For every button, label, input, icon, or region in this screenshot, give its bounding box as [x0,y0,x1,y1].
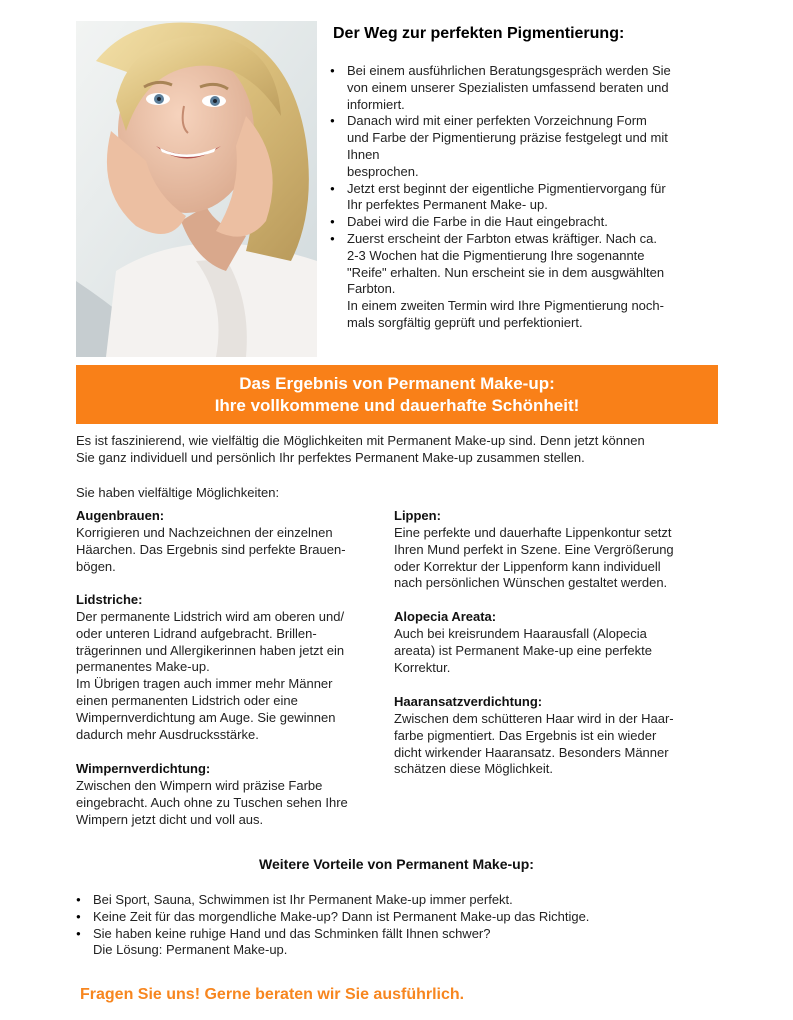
haaransatz-text: Zwischen dem schütteren Haar wird in der Haar- farbe pigmentiert. Das Ergebnis ist ein wieder dicht wirkender Haaransatz. Besonders Männer schätzen diese Möglichkeit. [394,711,674,777]
advantages-title: Weitere Vorteile von Permanent Make-up: [259,856,534,872]
result-banner [76,365,718,424]
contact-cta: Fragen Sie uns! Gerne beraten wir Sie ausführlich. [80,986,465,1003]
lippen-text: Eine perfekte und dauerhafte Lippenkontur setzt Ihren Mund perfekt in Szene. Eine Vergrößerung oder Korrektur der Lippenform kann individuell nach persönlichen Wünschen gestaltet werden. [394,525,674,591]
wimpernverdichtung-heading: Wimpernverdichtung: [76,761,211,776]
portrait-photo [76,21,317,357]
haaransatz-heading: Haaransatzverdichtung: [394,694,543,709]
augenbrauen-text: Korrigieren und Nachzeichnen der einzelnen Häarchen. Das Ergebnis sind perfekte Brauen- bögen. [76,525,346,574]
list-item: ● Jetzt erst beginnt der eigentliche Pigmentiervorgang für Ihr perfektes Permanent Make- up. [347,181,725,215]
list-item: ● Keine Zeit für das morgendliche Make-up? Dann ist Permanent Make-up das Richtige. [93,909,589,926]
list-item: ● Danach wird mit einer perfekten Vorzeichnung Form und Farbe der Pigmentierung präzise festgelegt und mit Ihnen besprochen. [347,113,725,180]
lippen-heading: Lippen: [394,508,441,523]
lidstriche-heading: Lidstriche: [76,592,143,607]
procedure-steps-list [347,63,725,332]
banner-line-2: Ihre vollkommene und dauerhafte Schönheit! [214,395,580,415]
intro-title: Der Weg zur perfekten Pigmentierung: [333,25,625,42]
list-item: ● Bei einem ausführlichen Beratungsgespräch werden Sie von einem unserer Spezialisten umfassend beraten und informiert. [347,63,725,113]
woman-portrait-illustration [76,21,317,357]
lidstriche-text: Der permanente Lidstrich wird am oberen und/ oder unteren Lidrand aufgebracht. Brillen- trägerinnen und Allergikerinnen haben jetzt ein permanentes Make-up. Im Übrigen tragen auch immer mehr Männer einen permanenten Lidstrich oder eine Wimpernverdichtung am Auge. Sie gewinnen dadurch mehr Ausdrucksstärke. [76,609,345,742]
alopecia-heading: Alopecia Areata: [394,609,497,624]
list-item: ● Dabei wird die Farbe in die Haut eingebracht. [347,214,725,231]
list-item: ● Bei Sport, Sauna, Schwimmen ist Ihr Permanent Make-up immer perfekt. [93,892,589,909]
banner-line-1: Das Ergebnis von Permanent Make-up: [239,373,555,393]
wimpernverdichtung-text: Zwischen den Wimpern wird präzise Farbe eingebracht. Auch ohne zu Tuschen sehen Ihre Wimpern jetzt dicht und voll aus. [76,778,348,827]
list-item: ● Zuerst erscheint der Farbton etwas kräftiger. Nach ca. 2-3 Wochen hat die Pigmentierung Ihre sogenannte "Reife" erhalten. Nun erscheint sie in dem ausgwählten Farbton. In einem zweiten Termin wird Ihre Pigmentierung noch- mals sorgfältig geprüft und perfektioniert. [347,231,725,332]
list-item: ● Sie haben keine ruhige Hand und das Schminken fällt Ihnen schwer? Die Lösung: Permanent Make-up. [93,926,589,960]
intro-paragraph: Es ist faszinierend, wie vielfältig die Möglichkeiten mit Permanent Make-up sind. Denn jetzt können Sie ganz individuell und persönlich Ihr perfektes Permanent Make-up zusammen stellen. [76,433,645,465]
options-lead: Sie haben vielfältige Möglichkeiten: [76,485,280,500]
alopecia-text: Auch bei kreisrundem Haarausfall (Alopecia areata) ist Permanent Make-up eine perfekte Korrektur. [394,626,652,675]
augenbrauen-heading: Augenbrauen: [76,508,165,523]
advantages-list [93,892,589,959]
